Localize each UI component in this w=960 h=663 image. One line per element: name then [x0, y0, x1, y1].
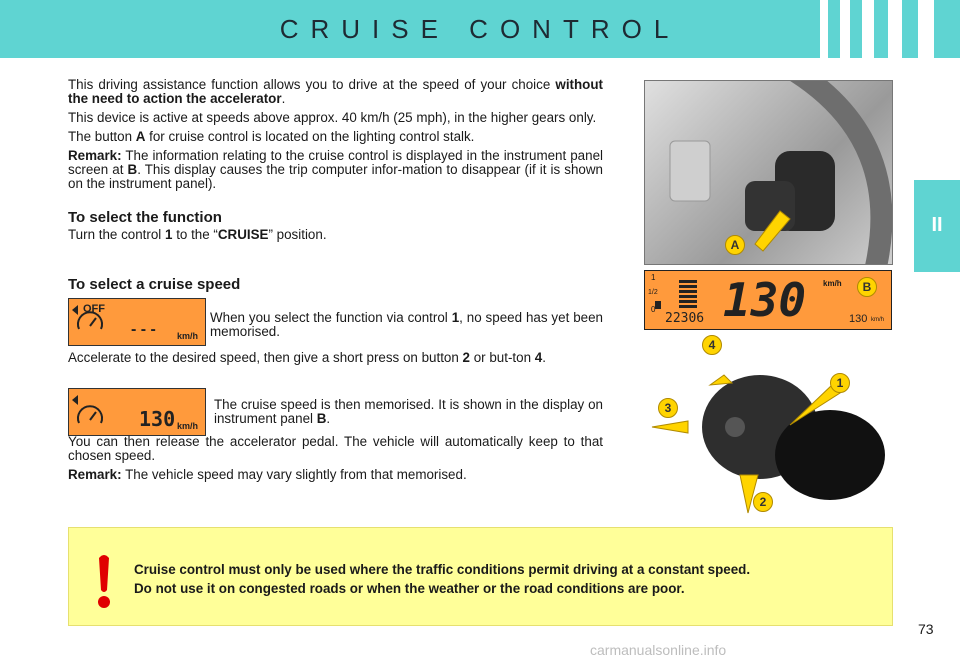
warning-line-1: Cruise control must only be used where the traffic conditions permit driving at a constant speed. [134, 562, 751, 577]
lcd-off-display [68, 298, 206, 346]
label-3: 3 [658, 398, 678, 418]
intro-paragraph-1: This driving assistance function allows you to drive at the speed of your choice without the need to action the accelerator. [68, 77, 603, 106]
heading-select-function: To select the function [68, 209, 222, 226]
intro-paragraph-2: This device is active at speeds above approx. 40 km/h (25 mph), in the higher gears only. [68, 110, 597, 125]
speed-text-3: The cruise speed is then memorised. It is shown in the display on instrument panel B. [214, 397, 603, 426]
lcd-set-value: 130 [139, 407, 176, 431]
warning-line-2: Do not use it on congested roads or when the weather or the road conditions are poor. [134, 581, 685, 596]
lcd-set-display [68, 388, 206, 436]
panel-odometer: 22306 [665, 311, 705, 326]
speed-text-4: You can then release the accelerator pedal. The vehicle will automatically keep to that chosen speed. Remark: The vehicle speed may vary slightly from that memorised. [68, 434, 603, 482]
fuel-scale-bottom: 0 [651, 305, 656, 314]
intro-remark: Remark: The information relating to the cruise control is displayed in the instrument panel screen at B. This display causes the trip computer infor-mation to disappear (if it is shown on the instrument panel). [68, 148, 603, 191]
section-tab [914, 180, 960, 272]
page-number: 73 [918, 621, 934, 637]
control-stalk [640, 335, 890, 520]
header-stripes [820, 0, 960, 58]
label-2: 2 [753, 492, 773, 512]
lcd-set-unit: km/h [177, 421, 199, 431]
warning-text [134, 560, 884, 598]
intro-paragraph-3: The button A for cruise control is located on the lighting control stalk. [68, 129, 475, 144]
label-b: B [857, 277, 877, 297]
lcd-off-unit: km/h [177, 331, 199, 341]
panel-cruise-unit: km/h [871, 317, 885, 323]
lcd-off-value: - - - [131, 321, 156, 338]
fuel-scale-mid: 1/2 [648, 289, 658, 296]
steering-illustration [645, 81, 892, 264]
label-4: 4 [702, 335, 722, 355]
page-header [0, 0, 960, 58]
speed-text-2: Accelerate to the desired speed, then give a short press on button 2 or but-ton 4. [68, 350, 546, 365]
lcd-off-status: OFF [83, 303, 105, 315]
section-tab-label: II [931, 214, 943, 236]
select-function-text: Turn the control 1 to the “CRUISE” position. [68, 227, 327, 242]
panel-unit: km/h [823, 279, 842, 288]
page-title: CRUISE CONTROL [279, 14, 681, 44]
heading-select-speed: To select a cruise speed [68, 276, 241, 293]
warning-box [68, 527, 893, 626]
panel-speed: 130 [723, 273, 807, 327]
instrument-panel [644, 270, 892, 330]
intro-text [68, 78, 603, 196]
speed-text-1: When you select the function via control 1, no speed has yet been memorised. [210, 310, 603, 339]
label-1: 1 [830, 373, 850, 393]
label-a: A [725, 235, 745, 255]
footer-watermark: carmanualsonline.info [590, 642, 727, 658]
fuel-scale-top: 1 [651, 273, 656, 282]
steering-photo [644, 80, 893, 265]
panel-cruise-speed: 130 [849, 313, 868, 325]
warning-icon [79, 550, 129, 610]
